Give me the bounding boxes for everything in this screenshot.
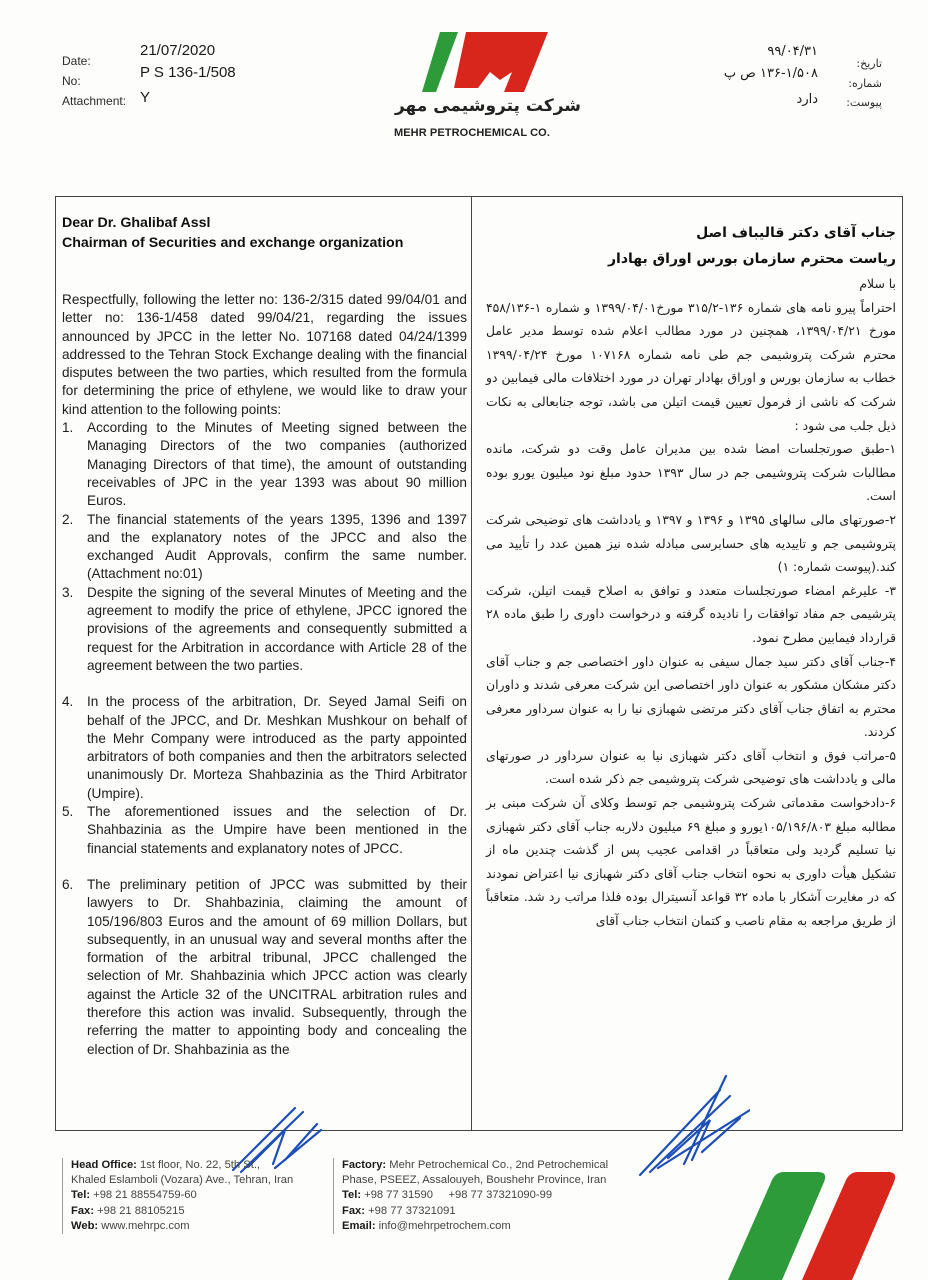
fa-date-label: تاریخ: (856, 57, 882, 70)
point-text: According to the Minutes of Meeting signed between the Managing Directors of the two companies (authorized Managing Directors of that time), the amount of outstanding receivables of JPC in the year 1393 was about 90 million Euros. (87, 420, 467, 509)
factory-line2: Phase, PSEEZ, Assalouyeh, Boushehr Province, Iran (342, 1174, 607, 1187)
point-item (62, 511, 467, 584)
point-number: 3. (62, 584, 74, 600)
footer-factory (333, 1158, 642, 1234)
footer-head-office (62, 1158, 321, 1234)
fa-point-item: ۶-دادخواست مقدماتی شرکت پتروشیمی جم توسط وکلای آن شرکت مبنی بر مطالبه مبلغ ۱۰۵/۱۹۶/۸۰۳یورو و مبلغ ۶۹ میلیون دلاربه جناب آقای دکتر شهبازی نیا تسلیم گردید ولی متعاقباً در اقدامی عجیب پس از گذشت چندین ماه از تشکیل هیأت داوری به نحوه انتخاب جناب آقای دکتر شهبازی نیا اعتراض نمودند که در مغایرت آشکار با ماده ۳۲ قواعد آنسیترال بوده فلذا مراتب رد شد. متعاقباً از طریق مراجعه به مقام ناصب و کتمان انتخاب جناب آقای (486, 795, 897, 929)
date-label: Date: (62, 54, 91, 68)
factory-tel-label: Tel: (342, 1189, 362, 1202)
point-item (62, 803, 467, 858)
point-text: The aforementioned issues and the selection of Dr. Shahbazinia as the Umpire have been mentioned in the financial statements and explanatory notes of JPCC. (87, 804, 467, 856)
fa-greeting: با سلام (859, 276, 896, 291)
factory-fax: +98 77 37321091 (365, 1204, 456, 1217)
head-office-fax-label: Fax: (71, 1204, 95, 1217)
point-number: 5. (62, 804, 74, 820)
factory-label: Factory: (342, 1159, 387, 1171)
salutation-title: Chairman of Securities and exchange organization (62, 235, 404, 251)
factory-email-label: Email: (342, 1219, 376, 1232)
fa-point-item: ۳- علیرغم امضاء صورتجلسات متعدد و توافق به اصلاح قیمت اتیلن، شرکت پترشیمی جم مفاد توافقات را نادیده گرفته و درخواست داوری را طبق ماده ۲۸ قرارداد فیمابین مطرح نمود. (486, 582, 896, 645)
fa-attachment-label: پیوست: (846, 96, 882, 109)
points-list (62, 419, 467, 1059)
factory-email-link[interactable]: info@mehrpetrochem.com (375, 1219, 511, 1232)
point-text: The financial statements of the years 1395, 1396 and 1397 and the explanatory notes of the JPCC and also the exchanged Audit Approvals, confirm the same number. (Attachment no:01) (87, 511, 467, 582)
point-text: In the process of the arbitration, Dr. Seyed Jamal Seifi on behalf of the JPCC, and Dr. Meshkan Mushkour on behalf of the Mehr Company were introduced as the party appointed arbitrators of both companies and then the arbitrators selected unanimously Dr. Morteza Shahbazinia as the Third Arbitrator (Umpire). (87, 694, 467, 801)
company-logo (418, 30, 558, 94)
attachment-value: Y (140, 89, 151, 106)
fa-attachment-value: دارد (796, 92, 818, 107)
fa-date-value: ۹۹/۰۴/۳۱ (767, 44, 818, 59)
logo-mark-icon (418, 30, 558, 94)
head-office-label: Head Office: (71, 1159, 137, 1171)
point-text: Despite the signing of the several Minutes of Meeting and the agreement to modify the price of ethylene, JPCC ignored the provisions of the agreements and consequently submitted a request for the Arbitration in accordance with Article 28 of the agreement between the two parties. (87, 584, 467, 673)
point-item (62, 584, 467, 675)
fa-point-item: ۲-صورتهای مالی سالهای ۱۳۹۵ و ۱۳۹۶ و ۱۳۹۷ و یادداشت های توضیحی شرکت پتروشیمی جم و تاییدیه های حسابرسی مبادله شده نیز همین عدد را تأیید می کند.(پیوست شماره: ۱) (486, 511, 896, 575)
head-office-tel: +98 21 88554759-60 (90, 1189, 197, 1202)
fa-point-item: ۵-مراتب فوق و انتخاب آقای دکتر شهبازی نیا به عنوان سرداور در صورتهای مالی و یادداشت های توضیحی شرکت پتروشیمی جم ذکر شده است. (486, 747, 896, 787)
fa-intro-paragraph: احتراماً پیرو نامه های شماره ۱۳۶-۳۱۵/۲ مورخ۱۳۹۹/۰۴/۰۱ و شماره ۱-۴۵۸/۱۳۶ مورخ ۱۳۹۹/۰۴/۲۱، همچنین در مورد مطالب اعلام شده توسط مدیر عامل محترم شرکت پتروشیمی جم طی نامه شماره ۱۰۷۱۶۸ مورخ ۱۳۹۹/۰۴/۲۴ خطاب به سازمان بورس و اوراق بهادار تهران در مورد اختلافات مالی فیمابین دو شرکت که ناشی از فرمول تعیین قیمت اتیلن می باشد، توجه جنابعالی به نکات ذیل جلب می شود : (486, 299, 896, 433)
point-number: 4. (62, 694, 74, 710)
attachment-label: Attachment: (62, 94, 127, 108)
point-number: 6. (62, 876, 74, 892)
head-office-fax: +98 21 88105215 (94, 1204, 185, 1217)
logo-name-fa: شرکت پتروشیمی مهر (394, 96, 582, 116)
head-office-web-link[interactable]: www.mehrpc.com (98, 1219, 190, 1232)
english-column (62, 213, 467, 1059)
number-value: P S 136-1/508 (140, 64, 236, 81)
intro-paragraph: Respectfully, following the letter no: 136-2/315 dated 99/04/01 and letter no: 136-1/458 dated 99/04/21, regarding the issues announced by JPCC in the letter No. 107168 dated 04/24/1399 addressed to the Tehran Stock Exchange dealing with the financial disputes between the two parties, which resulted from the formula for determining the price of ethylene, we would like to draw your kind attention to the following points: (62, 292, 467, 417)
point-number: 1. (62, 420, 74, 436)
fa-point-item: ۱-طبق صورتجلسات امضا شده بین مدیران عامل وقت دو شرکت، مانده مطالبات شرکت پتروشیمی جم در سال ۱۳۹۳ حدود مبلغ نود میلیون یورو بوده است. (486, 441, 896, 504)
point-item (62, 876, 467, 1059)
point-number: 2. (62, 511, 74, 527)
logo-name-en: MEHR PETROCHEMICAL CO. (393, 127, 550, 139)
factory-line1: Mehr Petrochemical Co., 2nd Petrochemical (386, 1159, 609, 1171)
salutation-name: Dear Dr. Ghalibaf Assl (62, 215, 211, 231)
fa-salutation-name: جناب آقای دکتر قالیباف اصل (696, 225, 896, 241)
fa-point-item: ۴-جناب آقای دکتر سید جمال سیفی به عنوان داور اختصاصی جم و جناب آقای دکتر مشکان مشکور به عنوان داور اختصاصی این شرکت معرفی شدند و داوران محترم به اتفاق جناب آقای دکتر مرتضی شهبازی نیا را به عنوان سرداور معرفی کردند. (486, 653, 896, 740)
head-office-tel-label: Tel: (71, 1189, 91, 1202)
column-divider (471, 196, 472, 1131)
fa-number-value: ۱۳۶-۱/۵۰۸ ص پ (723, 66, 818, 81)
point-item (62, 419, 467, 510)
number-label: No: (62, 74, 81, 88)
head-office-line1: 1st floor, No. 22, 5th St., (136, 1159, 261, 1171)
fa-number-label: شماره: (848, 77, 882, 90)
factory-fax-label: Fax: (342, 1204, 366, 1217)
fa-salutation-title: ریاست محترم سازمان بورس اوراق بهادار (607, 251, 896, 267)
point-text: The preliminary petition of JPCC was submitted by their lawyers to Dr. Shahbazinia, claiming the amount of 105/196/803 Euros and the amount of 69 million Dollars, but subsequently, in an unusual way and several months after the formation of the arbitral tribunal, JPCC challenged the selection of Mr. Shahbazinia which JPCC action was clearly against the Article 32 of the UNCITRAL arbitration rules and therefore this action was invalid. Subsequently, through the referring the matter to appointing body and concealing the election of Dr. Shahbazinia as the (87, 876, 467, 1057)
footer-stripes-icon (710, 1170, 928, 1280)
point-item (62, 693, 467, 803)
persian-column (486, 220, 896, 933)
head-office-web-label: Web: (71, 1219, 99, 1232)
factory-tel: +98 77 31590 +98 77 37321090-99 (361, 1189, 553, 1202)
date-value: 21/07/2020 (140, 42, 216, 59)
head-office-line2: Khaled Eslamboli (Vozara) Ave., Tehran, Iran (71, 1174, 294, 1187)
